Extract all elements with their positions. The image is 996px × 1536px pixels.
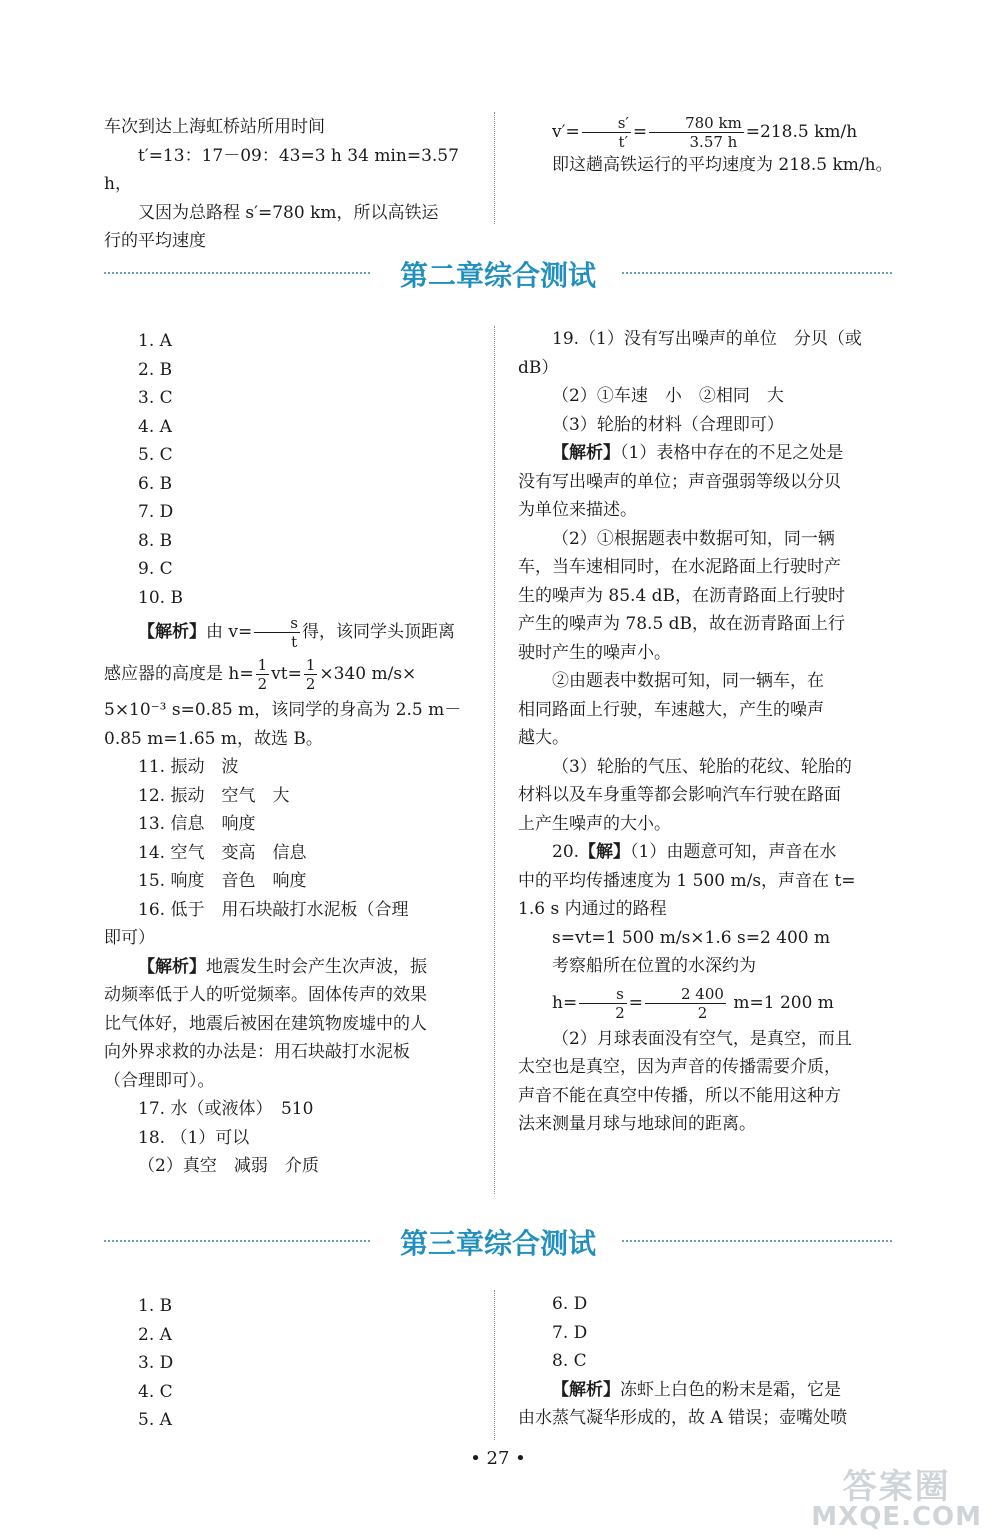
- explanation-line: 【解析】冻虾上白色的粉末是霜，它是: [552, 1379, 841, 1400]
- explanation-tag: 【解析】: [552, 1379, 620, 1400]
- answer-item: 3. C: [138, 388, 173, 408]
- answer-item: 5. A: [138, 1410, 172, 1430]
- chapter-2-title: 第二章综合测试: [0, 254, 996, 294]
- explanation-line: 太空也是真空，因为声音的传播需要介质，: [518, 1057, 841, 1077]
- chapter-3-title: 第三章综合测试: [0, 1222, 996, 1262]
- watermark-logo: 答案圈 MXQE.COM: [811, 1467, 982, 1532]
- text-line: 即这趟高铁运行的平均速度为 218.5 km/h。: [552, 155, 893, 175]
- text-line: t′=13：17－09：43=3 h 34 min=3.57 h，: [104, 145, 459, 194]
- answer-item: 2. A: [138, 1324, 172, 1345]
- answer-item: 4. A: [138, 416, 172, 437]
- explanation-line: 比气体好，地震后被困在建筑物废墟中的人: [104, 1013, 427, 1034]
- explanation-line: 向外界求救的办法是：用石块敲打水泥板: [104, 1042, 410, 1062]
- page-number: • 27 •: [470, 1448, 526, 1469]
- answer-item: 16. 低于 用石块敲打水泥板（合理: [138, 899, 409, 920]
- answer-item: （2）真空 减弱 介质: [138, 1156, 319, 1176]
- denominator: t′: [618, 133, 628, 151]
- explanation-line: 上产生噪声的大小。: [518, 813, 671, 834]
- answer-item: 3. D: [138, 1353, 174, 1373]
- answer-item: 19.（1）没有写出噪声的单位 分贝（或: [552, 329, 862, 349]
- answer-item: 2. B: [138, 359, 173, 380]
- ch3-right-column: [518, 1290, 890, 1433]
- top-left-column: [104, 113, 476, 256]
- explanation-line: （2）月球表面没有空气，是真空，而且: [552, 1028, 852, 1049]
- explanation-line: （2）①根据题表中数据可知，同一辆: [552, 528, 835, 549]
- top-right-column: [518, 113, 898, 180]
- ch3-left-column: [104, 1292, 476, 1435]
- eq-text: =218.5 km/h: [745, 122, 858, 142]
- explanation-line: 中的平均传播速度为 1 500 m/s，声音在 t=: [518, 870, 856, 891]
- eq-text: v′=: [552, 122, 580, 142]
- explanation-tag: 【解析】: [552, 443, 620, 463]
- answer-item: 13. 信息 响度: [138, 814, 256, 834]
- answer-item: 4. C: [138, 1381, 173, 1402]
- explanation-line: 相同路面上行驶，车速越大，产生的噪声: [518, 699, 824, 720]
- explanation-line: （合理即可）。: [104, 1070, 215, 1091]
- numerator: s′: [582, 114, 631, 133]
- answer-item: （3）轮胎的材料（合理即可）: [552, 414, 784, 435]
- answer-item: 7. D: [552, 1322, 588, 1343]
- explanation-line: 越大。: [518, 728, 569, 748]
- answer-item: 17. 水（或液体） 510: [138, 1099, 314, 1119]
- answer-item: 6. B: [138, 473, 173, 494]
- answer-item: 6. D: [552, 1294, 588, 1314]
- answer-item: 1. B: [138, 1296, 173, 1316]
- denominator: 3.57 h: [689, 133, 738, 151]
- answer-item: 9. C: [138, 559, 173, 579]
- answer-item: 10. B: [138, 587, 183, 608]
- ch2-right-column: [518, 325, 890, 1139]
- explanation-line: 材料以及车身重等都会影响汽车行驶在路面: [518, 785, 841, 805]
- answer-item: 14. 空气 变高 信息: [138, 842, 307, 863]
- equation-line: h= $\frac{s}{2}$ = $\frac{2 400}{2}$ m=1 200 m: [552, 984, 834, 1022]
- answer-item: 20.【解】（1）由题意可知，声音在水: [552, 842, 837, 862]
- numerator: 780 km: [649, 114, 744, 133]
- answer-item: 即可）: [104, 928, 155, 948]
- explanation-line: 动频率低于人的听觉频率。固体传声的效果: [104, 985, 427, 1005]
- explanation-line: 没有写出噪声的单位；声音强弱等级以分贝: [518, 471, 841, 492]
- explanation-tag: 【解析】: [138, 956, 206, 977]
- ch2-left-column: [104, 327, 476, 1181]
- column-divider: [494, 326, 495, 1194]
- text-line: 车次到达上海虹桥站所用时间: [104, 117, 325, 137]
- answer-item: 12. 振动 空气 大: [138, 785, 290, 806]
- explanation-line: 车，当车速相同时，在水泥路面上行驶时产: [518, 557, 841, 577]
- explanation-tag: 【解析】: [138, 622, 206, 642]
- answer-item: （2）①车速 小 ②相同 大: [552, 386, 784, 406]
- text-line: 又因为总路程 s′=780 km，所以高铁运: [138, 202, 439, 223]
- eq-text: =: [632, 122, 648, 142]
- explanation-line: 产生的噪声为 78.5 dB，故在沥青路面上行: [518, 614, 846, 634]
- fraction: $\frac{2 400}{2}$: [645, 985, 726, 1022]
- explanation-line: 生的噪声为 85.4 dB，在沥青路面上行驶时: [518, 585, 846, 606]
- solution-tag: 【解】: [579, 842, 631, 862]
- velocity-equation: [518, 113, 898, 151]
- fraction: $\frac{s}{2}$: [579, 985, 627, 1022]
- explanation-line: 【解析】（1）表格中存在的不足之处是: [552, 443, 844, 463]
- explanation-line: 为单位来描述。: [518, 500, 637, 520]
- answer-item: 15. 响度 音色 响度: [138, 871, 307, 891]
- explanation-line: 感应器的高度是 h= $\frac{1}{2}$ vt= $\frac{1}{2}$ ×340 m/s×: [104, 656, 417, 693]
- answer-item: 11. 振动 波: [138, 757, 239, 777]
- explanation-line: （3）轮胎的气压、轮胎的花纹、轮胎的: [552, 756, 852, 777]
- answer-item: 8. B: [138, 530, 173, 551]
- explanation-line: 法来测量月球与地球间的距离。: [518, 1114, 756, 1134]
- explanation-line: 声音不能在真空中传播，所以不能用这种方: [518, 1085, 841, 1106]
- answer-item: 7. D: [138, 502, 174, 522]
- explanation-line: 【解析】地震发生时会产生次声波，振: [138, 956, 427, 977]
- equation-line: s=vt=1 500 m/s×1.6 s=2 400 m: [552, 927, 831, 948]
- explanation-line: 由水蒸气凝华形成的，故 A 错误；壶嘴处喷: [518, 1408, 848, 1428]
- answer-item: 18. （1）可以: [138, 1127, 250, 1148]
- fraction: [649, 114, 744, 151]
- explanation-line: 【解析】由 v= $\frac{s}{t}$ 得，该同学头顶距离: [138, 614, 455, 651]
- fraction: $\frac{s}{t}$: [254, 614, 300, 651]
- column-divider: [494, 112, 495, 224]
- explanation-line: 1.6 s 内通过的路程: [518, 899, 667, 919]
- text-line: 行的平均速度: [104, 231, 206, 251]
- explanation-line: ②由题表中数据可知，同一辆车，在: [552, 671, 824, 691]
- explanation-line: 驶时产生的噪声小。: [518, 642, 671, 663]
- fraction: [582, 114, 631, 151]
- explanation-line: 考察船所在位置的水深约为: [552, 956, 756, 976]
- answer-item: 5. C: [138, 445, 173, 465]
- fraction: $\frac{1}{2}$: [257, 656, 268, 693]
- column-divider: [494, 1290, 495, 1440]
- explanation-line: 5×10⁻³ s=0.85 m，该同学的身高为 2.5 m－: [104, 700, 462, 720]
- answer-item: 8. C: [552, 1351, 587, 1371]
- answer-item: dB）: [518, 357, 559, 378]
- answer-item: 1. A: [138, 331, 172, 351]
- fraction: $\frac{1}{2}$: [305, 656, 316, 693]
- explanation-line: 0.85 m=1.65 m，故选 B。: [104, 728, 323, 749]
